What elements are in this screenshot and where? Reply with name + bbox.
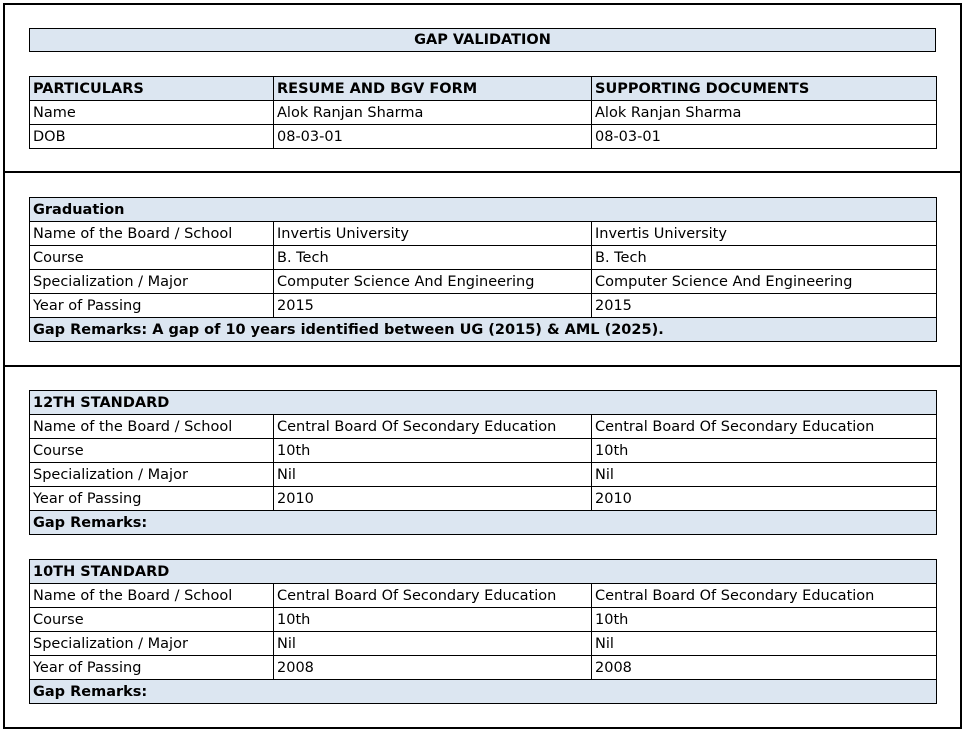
docs-value: 10th <box>592 439 937 463</box>
section-heading-12th: 12TH STANDARD <box>30 391 937 415</box>
table-row <box>30 415 937 439</box>
row-label: Specialization / Major <box>30 463 274 487</box>
resume-value: Central Board Of Secondary Education <box>274 415 592 439</box>
docs-value: 08-03-01 <box>592 125 937 149</box>
resume-value: 2008 <box>274 656 592 680</box>
row-label: Course <box>30 608 274 632</box>
resume-value: 10th <box>274 439 592 463</box>
resume-value: Nil <box>274 632 592 656</box>
row-label: Year of Passing <box>30 487 274 511</box>
row-label: Course <box>30 246 274 270</box>
docs-value: 2010 <box>592 487 937 511</box>
row-label: Name of the Board / School <box>30 415 274 439</box>
docs-value: Central Board Of Secondary Education <box>592 415 937 439</box>
gap-remarks-12th: Gap Remarks: <box>30 511 937 535</box>
column-header-resume-bgv: RESUME AND BGV FORM <box>274 77 592 101</box>
section-heading-row <box>30 391 937 415</box>
docs-value: 2015 <box>592 294 937 318</box>
docs-value: Computer Science And Engineering <box>592 270 937 294</box>
gap-remarks-row <box>30 680 937 704</box>
row-label: Name <box>30 101 274 125</box>
gap-remarks-graduation: Gap Remarks: A gap of 10 years identified between UG (2015) & AML (2025). <box>30 318 937 342</box>
table-row <box>30 222 937 246</box>
resume-value: 10th <box>274 608 592 632</box>
table-row <box>30 632 937 656</box>
table-row <box>30 101 937 125</box>
table-row <box>30 608 937 632</box>
resume-value: Invertis University <box>274 222 592 246</box>
row-label: Course <box>30 439 274 463</box>
row-label: Name of the Board / School <box>30 222 274 246</box>
table-row <box>30 584 937 608</box>
twelfth-standard-table <box>29 390 937 535</box>
gap-remarks-10th: Gap Remarks: <box>30 680 937 704</box>
table-row <box>30 125 937 149</box>
tenth-standard-table <box>29 559 937 704</box>
row-label: Specialization / Major <box>30 270 274 294</box>
section-heading-row <box>30 560 937 584</box>
docs-value: 10th <box>592 608 937 632</box>
gap-remarks-row <box>30 318 937 342</box>
docs-value: 2008 <box>592 656 937 680</box>
page-title: GAP VALIDATION <box>29 28 936 52</box>
docs-value: Central Board Of Secondary Education <box>592 584 937 608</box>
row-label: Name of the Board / School <box>30 584 274 608</box>
docs-value: Nil <box>592 632 937 656</box>
table-row <box>30 463 937 487</box>
table-row <box>30 487 937 511</box>
table-row <box>30 294 937 318</box>
section-heading-10th: 10TH STANDARD <box>30 560 937 584</box>
resume-value: B. Tech <box>274 246 592 270</box>
resume-value: 2015 <box>274 294 592 318</box>
resume-value: Alok Ranjan Sharma <box>274 101 592 125</box>
resume-value: Nil <box>274 463 592 487</box>
resume-value: Central Board Of Secondary Education <box>274 584 592 608</box>
resume-value: 08-03-01 <box>274 125 592 149</box>
graduation-table <box>29 197 937 342</box>
table-header-row <box>30 77 937 101</box>
section-heading-row <box>30 198 937 222</box>
row-label: Specialization / Major <box>30 632 274 656</box>
table-row <box>30 439 937 463</box>
row-label: Year of Passing <box>30 656 274 680</box>
docs-value: Invertis University <box>592 222 937 246</box>
row-label: Year of Passing <box>30 294 274 318</box>
docs-value: Alok Ranjan Sharma <box>592 101 937 125</box>
resume-value: Computer Science And Engineering <box>274 270 592 294</box>
column-header-particulars: PARTICULARS <box>30 77 274 101</box>
column-header-supporting-docs: SUPPORTING DOCUMENTS <box>592 77 937 101</box>
docs-value: Nil <box>592 463 937 487</box>
row-label: DOB <box>30 125 274 149</box>
section-heading-graduation: Graduation <box>30 198 937 222</box>
docs-value: B. Tech <box>592 246 937 270</box>
table-row <box>30 656 937 680</box>
personal-details-table <box>29 76 937 149</box>
resume-value: 2010 <box>274 487 592 511</box>
gap-remarks-row <box>30 511 937 535</box>
table-row <box>30 246 937 270</box>
table-row <box>30 270 937 294</box>
